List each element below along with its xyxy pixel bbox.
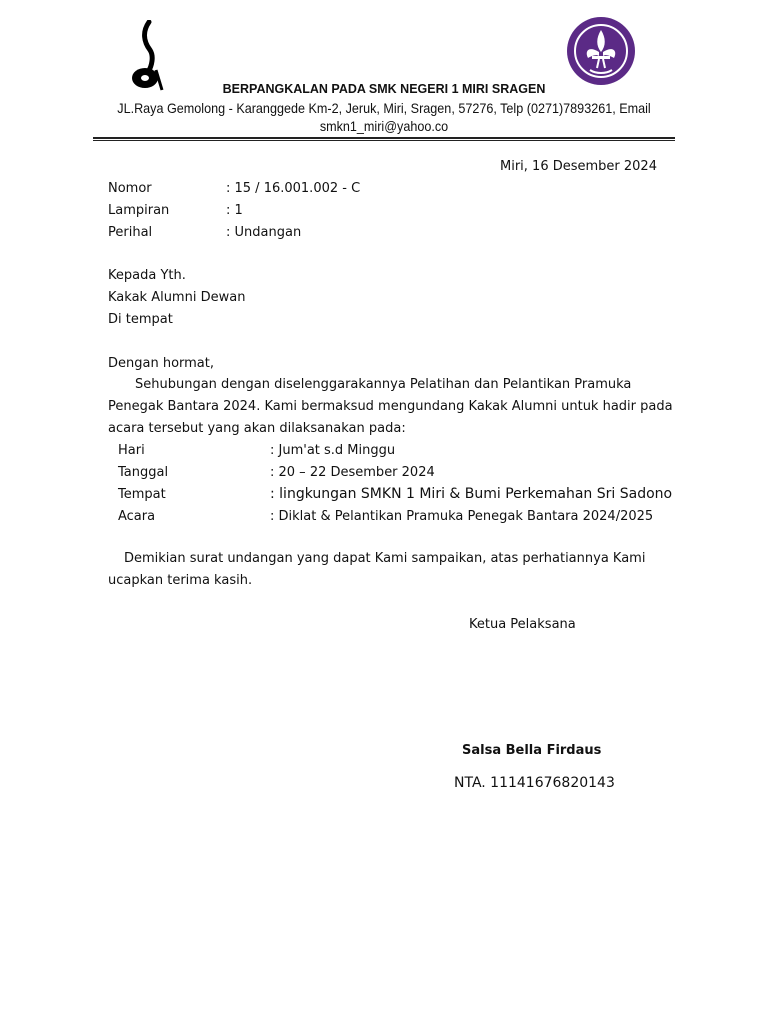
signature-role: Ketua Pelaksana: [469, 617, 576, 632]
letterhead-title: BERPANGKALAN PADA SMK NEGERI 1 MIRI SRAGEN: [222, 82, 546, 96]
signature-name: Salsa Bella Firdaus: [462, 743, 602, 758]
recipient-line-1: Kepada Yth.: [108, 268, 186, 283]
meta-value-perihal: : Undangan: [226, 225, 302, 240]
detail-value-tempat: : lingkungan SMKN 1 Miri & Bumi Perkemahan Sri Sadono: [270, 486, 673, 502]
greeting: Dengan hormat,: [108, 356, 215, 371]
recipient-line-2: Kakak Alumni Dewan: [108, 290, 246, 305]
detail-label-tanggal: Tanggal: [118, 465, 169, 480]
world-scout-emblem-icon: [566, 16, 636, 86]
detail-label-tempat: Tempat: [118, 487, 166, 502]
meta-label-perihal: Perihal: [108, 225, 153, 240]
letterhead-email: smkn1_miri@yahoo.co: [319, 118, 449, 134]
detail-value-acara: : Diklat & Pelantikan Pramuka Penegak Bantara 2024/2025: [270, 509, 654, 524]
detail-value-tanggal: : 20 – 22 Desember 2024: [270, 465, 435, 480]
letterhead-address: JL.Raya Gemolong - Karanggede Km-2, Jeruk, Miri, Sragen, 57276, Telp (0271)7893261, Email: [117, 100, 651, 116]
recipient-line-3: Di tempat: [108, 312, 173, 327]
header-divider: [93, 137, 675, 139]
meta-value-lampiran: : 1: [226, 203, 243, 218]
detail-label-hari: Hari: [118, 443, 145, 458]
header-divider-thin: [93, 140, 675, 141]
letter-date: Miri, 16 Desember 2024: [500, 159, 657, 174]
body-paragraph: Sehubungan dengan diselenggarakannya Pelatihan dan Pelantikan Pramuka Penegak Bantara 2024. Kami bermaksud mengundang Kakak Alumni untuk hadir pada acara tersebut yang akan dilaksanakan pada:: [108, 377, 673, 436]
meta-label-nomor: Nomor: [108, 181, 152, 196]
detail-label-acara: Acara: [118, 509, 156, 524]
meta-label-lampiran: Lampiran: [108, 203, 170, 218]
signature-nta: NTA. 11141676820143: [454, 775, 615, 791]
closing-paragraph: Demikian surat undangan yang dapat Kami sampaikan, atas perhatiannya Kami ucapkan terima kasih.: [108, 551, 646, 588]
meta-value-nomor: : 15 / 16.001.002 - C: [226, 181, 361, 196]
detail-value-hari: : Jum'at s.d Minggu: [270, 443, 396, 458]
